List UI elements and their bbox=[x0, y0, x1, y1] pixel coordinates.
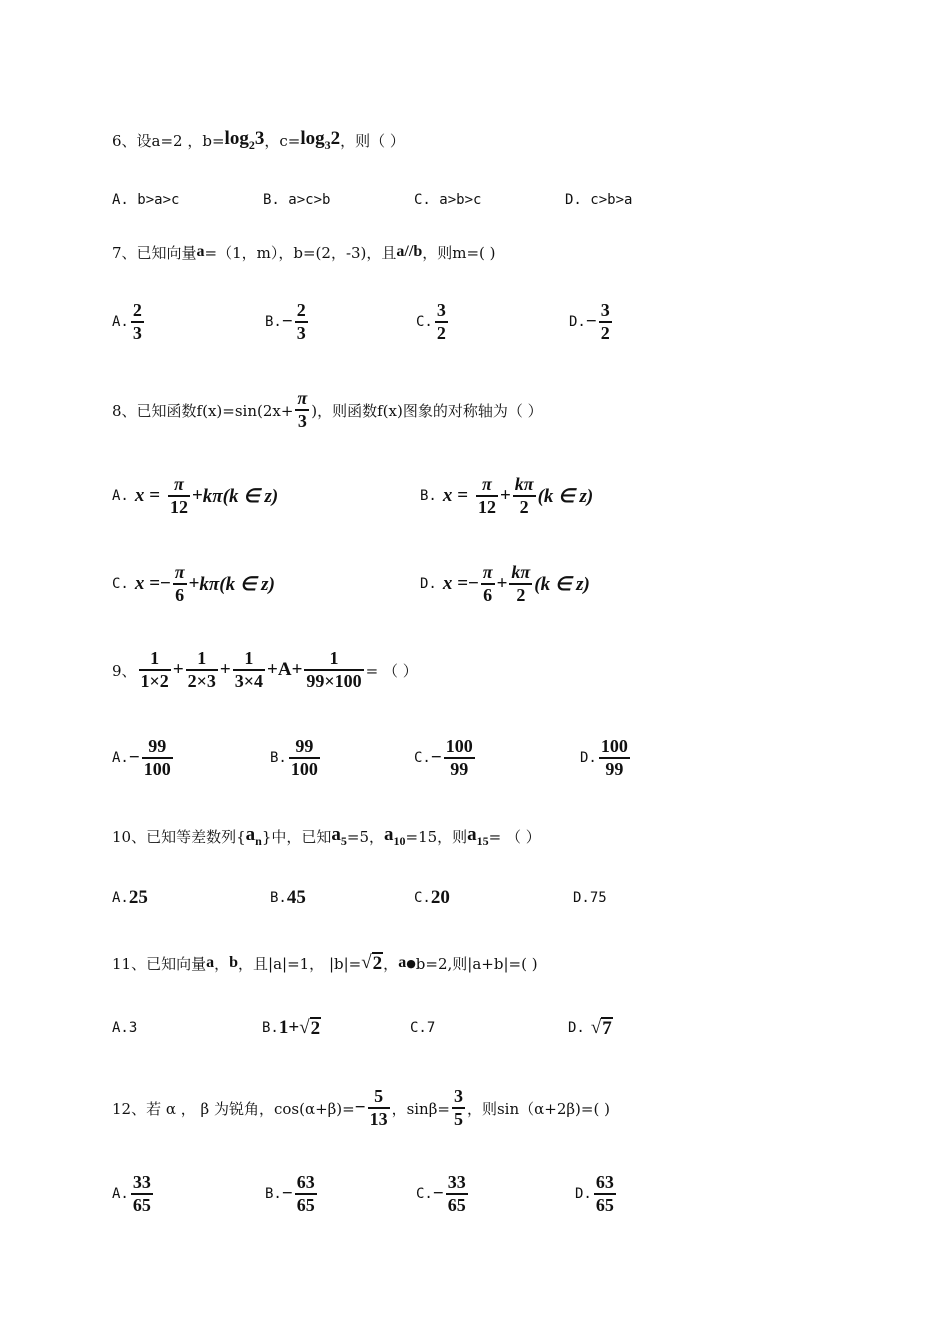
q12-option-a: A. $\frac{33}{65}$ bbox=[112, 1172, 151, 1215]
q6-option-b: B. a>c>b bbox=[263, 192, 331, 208]
q11-option-a: A. 3 bbox=[112, 1020, 138, 1036]
q10-stem-start: 10、已知等差数列{ bbox=[112, 827, 246, 846]
q7-a-fraction: $\frac{2}{3}$ bbox=[132, 300, 142, 343]
q9-option-d: D. $\frac{100}{99}$ bbox=[580, 736, 628, 779]
q10-option-c: C. 20 bbox=[414, 887, 450, 908]
q10-options bbox=[0, 868, 950, 928]
q8-stem-start: 8、已知函数f(x)=sin(2x+ bbox=[112, 401, 294, 420]
q7-option-a: A. $\frac{2}{3}$ bbox=[112, 300, 142, 343]
q8-option-b: B. x = $\frac{\pi}{12}$ + $\frac{k\pi}{2}$ (k ∈ z) bbox=[420, 474, 594, 517]
q6-log-b: $\log_23$ bbox=[224, 127, 265, 152]
q6-option-c: C. a>b>c bbox=[414, 192, 482, 208]
question-12: 12、若 α ， β 为锐角，cos(α+β)= − $\frac{5}{13}$ ，sinβ= $\frac{3}{5}$ ，则sin（α+2β)=( ) bbox=[112, 1086, 610, 1129]
q8-option-a: A. x = $\frac{\pi}{12}$ + kπ(k ∈ z) bbox=[112, 474, 279, 517]
q12-5-over-13: $\frac{5}{13}$ bbox=[369, 1086, 388, 1129]
q9-option-b: B. $\frac{99}{100}$ bbox=[270, 736, 318, 779]
q12-option-d: D. $\frac{63}{65}$ bbox=[575, 1172, 614, 1215]
q9-stem-end: = （ ） bbox=[365, 661, 418, 680]
q9-term-3: $\frac{1}{3\times 4}$ bbox=[234, 648, 263, 691]
q10-option-a: A. 25 bbox=[112, 887, 148, 908]
q10-option-b: B. 45 bbox=[270, 887, 306, 908]
q11-sqrt-2: √ 2 bbox=[361, 952, 383, 974]
q6-stem-start: 6、设a=2 ，b= bbox=[112, 131, 225, 150]
q7-option-d: D. − $\frac{3}{2}$ bbox=[569, 300, 610, 343]
q8-options-row1 bbox=[0, 466, 950, 526]
q6-option-a: A. b>a>c bbox=[112, 192, 180, 208]
q7-d-fraction: $\frac{3}{2}$ bbox=[600, 300, 610, 343]
question-9: 9、 $\frac{1}{1\times 2}$ + $\frac{1}{2\times 3}$ + $\frac{1}{3\times 4}$ + A + $\frac{1}{99\times 100}$ = （ ） bbox=[112, 648, 418, 691]
q6-stem-end: ，则（ ） bbox=[340, 131, 405, 150]
q8-stem-end: )，则函数f(x)图象的对称轴为（ ） bbox=[311, 401, 543, 420]
question-10: 10、已知等差数列{ $a_n$ }中，已知 $a_5$ =5， $a_{10}$ =15，则 $a_{15}$ = （ ） bbox=[112, 823, 541, 848]
q7-parallel: a//b bbox=[396, 243, 423, 260]
q7-stem-start: 7、已知向量 bbox=[112, 243, 197, 262]
question-7 bbox=[112, 238, 495, 266]
q6-options bbox=[0, 170, 950, 230]
q11-option-c: C. 7 bbox=[410, 1020, 436, 1036]
q12-3-over-5: $\frac{3}{5}$ bbox=[453, 1086, 463, 1129]
q7-option-b: B. − $\frac{2}{3}$ bbox=[265, 300, 306, 343]
q10-a15: $a_{15}$ bbox=[467, 823, 489, 848]
q12-option-c: C. − $\frac{33}{65}$ bbox=[416, 1172, 466, 1215]
question-8 bbox=[112, 386, 543, 434]
q10-a5: $a_5$ bbox=[331, 823, 347, 848]
q7-vector-a: a bbox=[196, 243, 205, 260]
q9-term-1: $\frac{1}{1\times 2}$ bbox=[140, 648, 169, 691]
q6-stem-mid: ，c= bbox=[264, 131, 301, 150]
q12-options bbox=[0, 1164, 950, 1224]
q11-option-d: D. √ 7 bbox=[568, 1017, 612, 1039]
question-6 bbox=[112, 126, 405, 154]
q7-stem-end: ，则m=( ) bbox=[422, 243, 496, 262]
q10-a-n: $a_n$ bbox=[245, 823, 262, 848]
q11-dot-operator: ● bbox=[406, 956, 416, 970]
q8-option-c: C. x = − $\frac{\pi}{6}$ + kπ(k ∈ z) bbox=[112, 562, 275, 605]
q8-pi-over-3: $\frac{\pi}{3}$ bbox=[297, 388, 308, 431]
q11-options bbox=[0, 998, 950, 1058]
q9-number: 9、 bbox=[112, 661, 137, 680]
q8-option-d: D. x = − $\frac{\pi}{6}$ + $\frac{k\pi}{2}$ (k ∈ z) bbox=[420, 562, 590, 605]
q11-option-b: B. 1+ √ 2 bbox=[262, 1017, 321, 1039]
q9-term-last: $\frac{1}{99\times 100}$ bbox=[306, 648, 362, 691]
q7-c-fraction: $\frac{3}{2}$ bbox=[436, 300, 446, 343]
q7-option-c: C. $\frac{3}{2}$ bbox=[416, 300, 446, 343]
q7-stem-mid: =（1，m），b=(2，-3)，且 bbox=[204, 243, 397, 262]
q6-option-d: D. c>b>a bbox=[565, 192, 633, 208]
q6-log-c: $\log_32$ bbox=[300, 127, 341, 152]
question-11: 11、已知向量 a ， b ，且|a|=1， |b|= √ 2 ， a ● b=2,则|a+b|=( ) bbox=[112, 952, 538, 974]
q8-options-row2 bbox=[0, 554, 950, 614]
q10-option-d: D. 75 bbox=[573, 890, 607, 906]
q9-option-c: C. − $\frac{100}{99}$ bbox=[414, 736, 473, 779]
q7-b-fraction: $\frac{2}{3}$ bbox=[296, 300, 306, 343]
q12-option-b: B. − $\frac{63}{65}$ bbox=[265, 1172, 315, 1215]
q9-options bbox=[0, 728, 950, 788]
q10-a10: $a_{10}$ bbox=[384, 823, 406, 848]
q9-option-a: A. − $\frac{99}{100}$ bbox=[112, 736, 171, 779]
q9-term-2: $\frac{1}{2\times 3}$ bbox=[187, 648, 216, 691]
q7-options bbox=[0, 292, 950, 352]
